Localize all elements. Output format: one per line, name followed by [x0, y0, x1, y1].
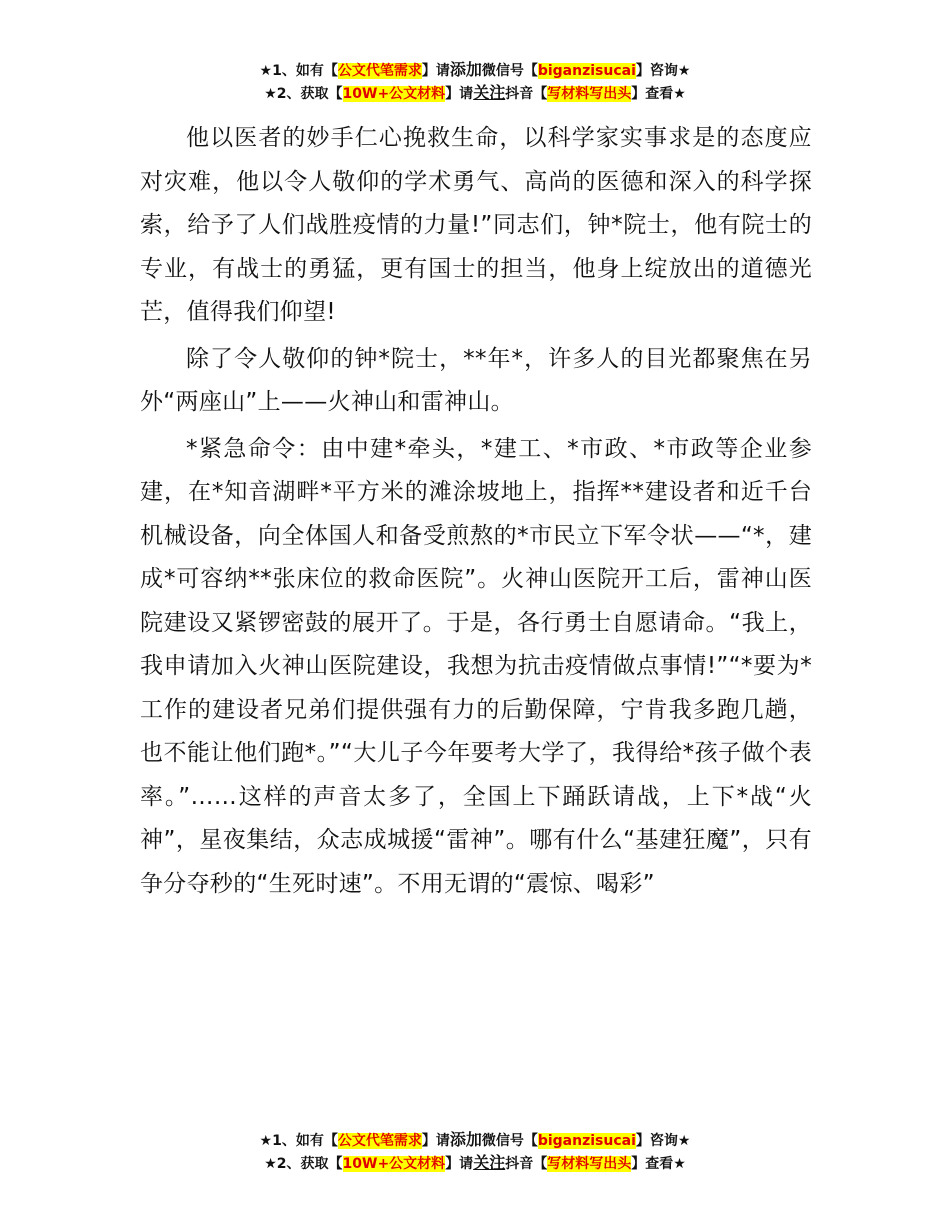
- paragraph-1: 他以医者的妙手仁心挽救生命，以科学家实事求是的态度应对灾难，他以令人敬仰的学术勇气、高尚的医德和深入的科学探索，给予了人们战胜疫情的力量!”同志们，钟*院士，他有院士的专业，有战士的勇猛，更有国士的担当，他身上绽放出的道德光芒，值得我们仰望!: [140, 125, 812, 325]
- banner-text: 微信号【: [481, 63, 538, 79]
- highlight-douyin-account: 写材料写出头: [547, 86, 632, 102]
- banner-emphasis: 添加: [449, 1130, 482, 1149]
- banner-text: ★1、如有【: [259, 63, 338, 79]
- banner-line-2: [0, 1152, 950, 1175]
- banner-text: ★1、如有【: [259, 1133, 338, 1149]
- banner-text: 】咨询★: [635, 1133, 691, 1149]
- banner-text: 】请: [421, 63, 450, 79]
- banner-text: 微信号【: [481, 1133, 538, 1149]
- banner-line-1: [0, 1129, 950, 1152]
- banner-line-2: [0, 82, 950, 105]
- header-banner: [0, 59, 950, 105]
- banner-text: 】咨询★: [635, 63, 691, 79]
- highlight-wechat-id: biganzisucai: [537, 63, 636, 79]
- banner-text: 抖音【: [505, 1156, 548, 1172]
- highlight-materials: 10W+公文材料: [342, 86, 446, 102]
- banner-text: ★2、获取【: [264, 1156, 343, 1172]
- banner-emphasis-underlined: 关注: [473, 1153, 506, 1172]
- banner-text: ★2、获取【: [264, 86, 343, 102]
- highlight-wechat-id: biganzisucai: [537, 1133, 636, 1149]
- highlight-materials: 10W+公文材料: [342, 1156, 446, 1172]
- banner-line-1: [0, 59, 950, 82]
- banner-text: 】请: [445, 1156, 474, 1172]
- banner-text: 】请: [421, 1133, 450, 1149]
- paragraph-3: *紧急命令：由中建*牵头，*建工、*市政、*市政等企业参建，在*知音湖畔*平方米的滩涂坡地上，指挥**建设者和近千台机械设备，向全体国人和备受煎熬的*市民立下军令状——“*，建成*可容纳**张床位的救命医院”。火神山医院开工后，雷神山医院建设又紧锣密鼓的展开了。于是，各行勇士自愿请命。“我上，我申请加入火神山医院建设，我想为抗击疫情做点事情!”“*要为*工作的建设者兄弟们提供强有力的后勤保障，宁肯我多跑几趟，也不能让他们跑*。”“大儿子今年要考大学了，我得给*孩子做个表率。”……这样的声音太多了，全国上下踊跃请战，上下*战“火神”，星夜集结，众志成城援“雷神”。哪有什么“基建狂魔”，只有争分夺秒的“生死时速”。不用无谓的“震惊、喝彩”: [140, 435, 812, 897]
- banner-emphasis-underlined: 关注: [473, 83, 506, 102]
- highlight-service: 公文代笔需求: [337, 63, 422, 79]
- paragraph-2: 除了令人敬仰的钟*院士，**年*，许多人的目光都聚焦在另外“两座山”上——火神山和雷神山。: [140, 345, 812, 415]
- footer-banner: [0, 1129, 950, 1175]
- banner-text: 】查看★: [631, 86, 686, 102]
- banner-emphasis: 添加: [449, 60, 482, 79]
- highlight-douyin-account: 写材料写出头: [547, 1156, 632, 1172]
- banner-text: 】查看★: [631, 1156, 686, 1172]
- banner-text: 】请: [445, 86, 474, 102]
- highlight-service: 公文代笔需求: [337, 1133, 422, 1149]
- document-body: [140, 117, 812, 909]
- banner-text: 抖音【: [505, 86, 548, 102]
